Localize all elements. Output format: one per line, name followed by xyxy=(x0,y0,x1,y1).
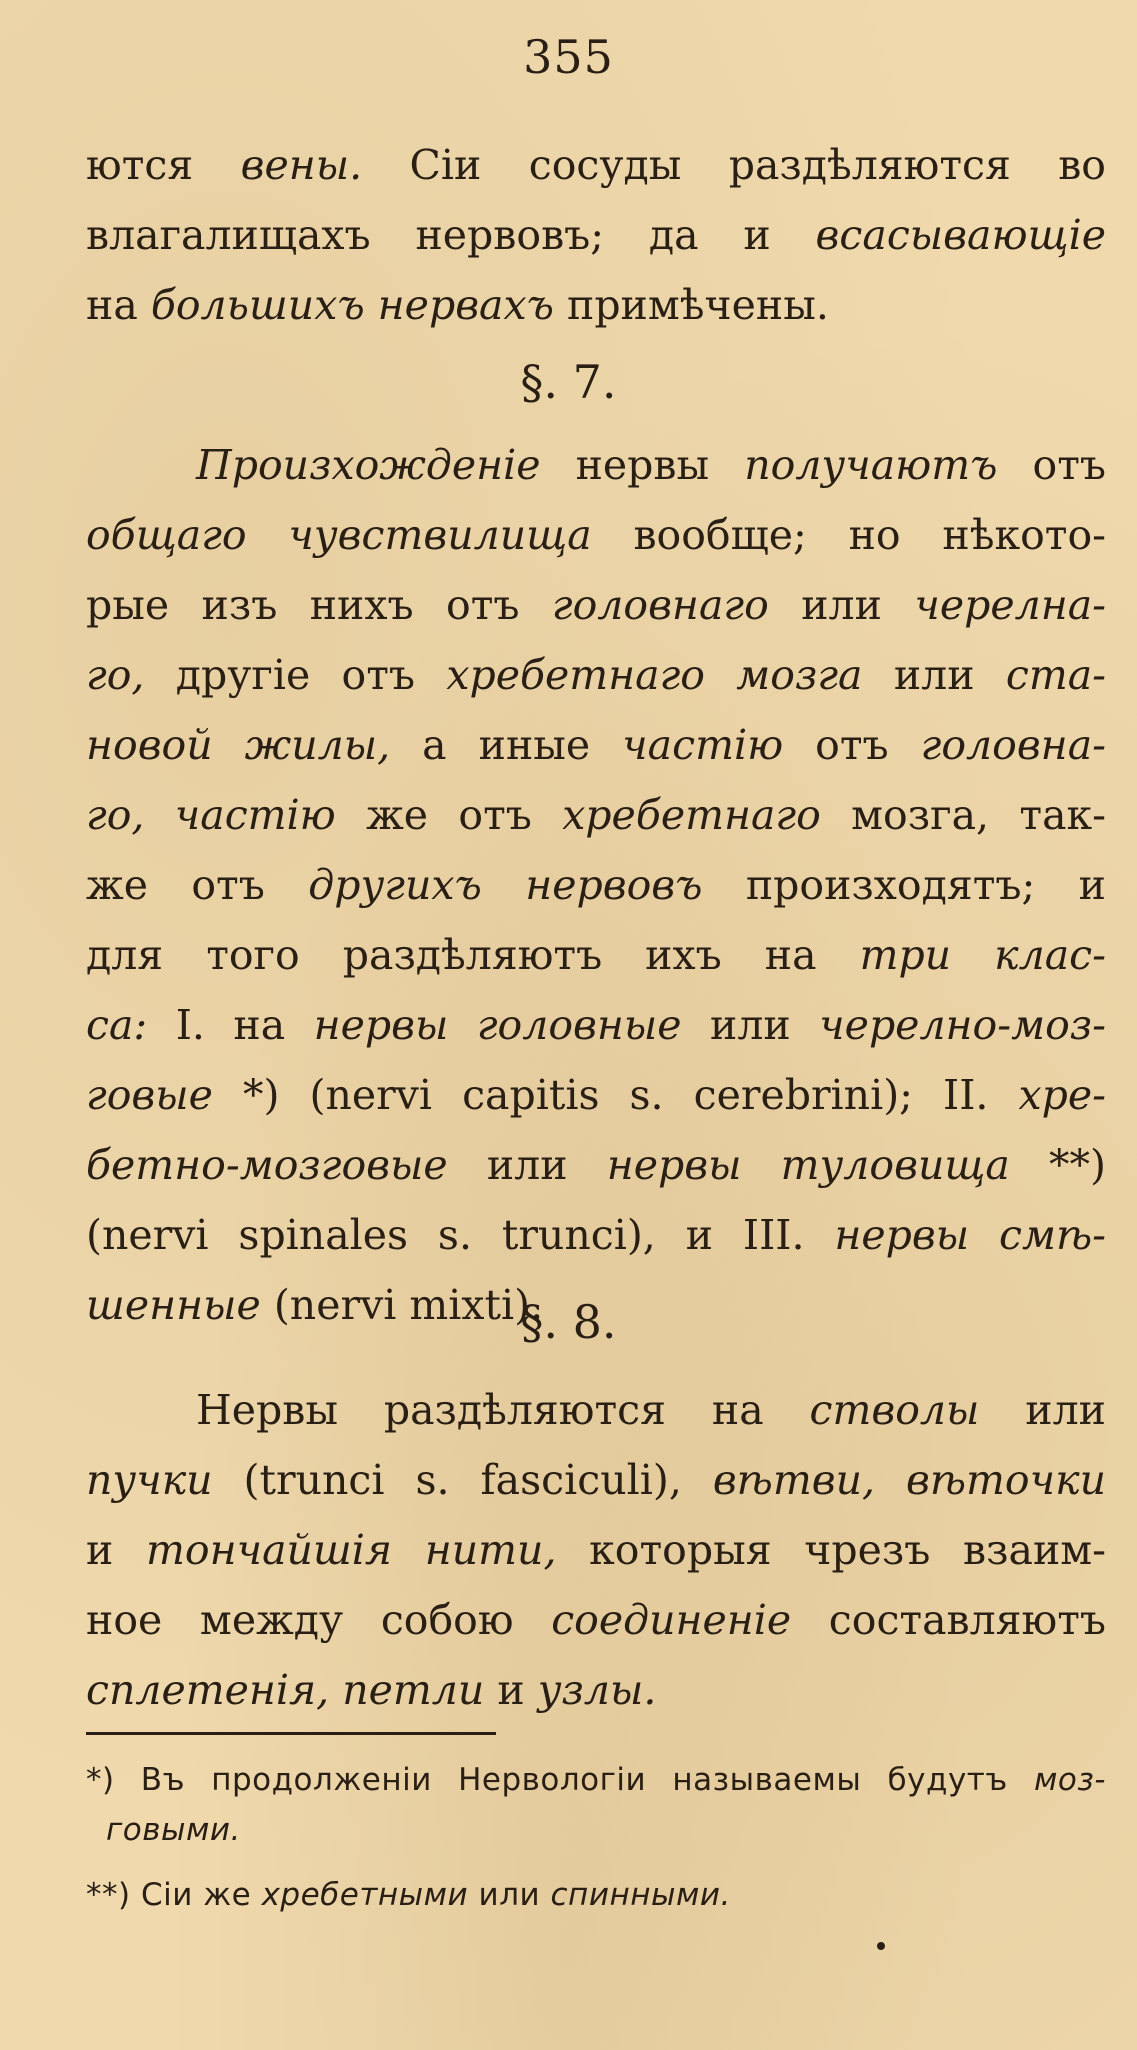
italic-run: вѣтви, вѣточки xyxy=(712,1456,1106,1504)
italic-run: тончайшiя нити, xyxy=(146,1526,557,1574)
italic-run: всасывающiе xyxy=(815,211,1106,259)
italic-run: моз- xyxy=(1033,1762,1106,1798)
footnote-line xyxy=(86,1805,1106,1855)
text-run: же отъ xyxy=(86,861,309,909)
text-run: или xyxy=(447,1141,607,1189)
text-run: или xyxy=(768,581,915,629)
text-run: I. на xyxy=(147,1001,314,1049)
italic-run: вены. xyxy=(240,141,363,189)
italic-run: ста- xyxy=(1005,651,1106,699)
text-line xyxy=(86,640,1106,710)
text-line xyxy=(86,200,1106,270)
text-line xyxy=(86,1130,1106,1200)
text-run: же отъ xyxy=(335,791,563,839)
text-run: для того раздѣляютъ ихъ на xyxy=(86,931,860,979)
text-run: (nervi mixti). xyxy=(260,1281,544,1329)
italic-run: черелна- xyxy=(914,581,1107,629)
italic-run: спинными. xyxy=(550,1877,731,1913)
text-run: примѣчены. xyxy=(553,281,829,329)
text-run: а иные xyxy=(390,721,623,769)
italic-run: соединенiе xyxy=(551,1596,792,1644)
text-run: (trunci s. fasciculi), xyxy=(212,1456,713,1504)
italic-run: головнаго xyxy=(551,581,769,629)
italic-run: бетно-мозговые xyxy=(86,1141,448,1189)
text-run: нервы xyxy=(540,441,745,489)
text-run: Нервы раздѣляются на xyxy=(196,1386,810,1434)
italic-run: петли xyxy=(342,1666,485,1714)
section-8-heading: §. 8. xyxy=(520,1295,617,1349)
text-run: или xyxy=(468,1877,551,1913)
italic-run: са: xyxy=(86,1001,148,1049)
text-line xyxy=(86,1200,1106,1270)
italic-run: три клас- xyxy=(859,931,1106,979)
page-number: 355 xyxy=(523,30,614,84)
section-8-paragraph xyxy=(86,1375,1106,1725)
text-line xyxy=(86,1585,1106,1655)
text-run: вообще; но нѣкото- xyxy=(591,511,1106,559)
italic-run: головна- xyxy=(920,721,1106,769)
italic-run: говыми. xyxy=(106,1812,241,1848)
text-line xyxy=(86,1375,1106,1445)
italic-run: нервы туловища xyxy=(606,1141,1010,1189)
text-line xyxy=(86,1655,1106,1725)
text-run: **) Сiи же xyxy=(86,1877,262,1913)
italic-run: новой жилы, xyxy=(86,721,391,769)
text-run: ное между собою xyxy=(86,1596,552,1644)
text-run: рые изъ нихъ отъ xyxy=(86,581,552,629)
text-line xyxy=(86,920,1106,990)
italic-run: говые xyxy=(86,1071,213,1119)
italic-run: стволы xyxy=(809,1386,980,1434)
footnote-2 xyxy=(86,1870,1106,1920)
italic-run: общаго чувствилища xyxy=(86,511,592,559)
text-line xyxy=(86,1445,1106,1515)
section-7-heading: §. 7. xyxy=(520,355,617,409)
text-run: *) (nervi capitis s. cerebrini); II. xyxy=(212,1071,1019,1119)
text-line xyxy=(86,710,1106,780)
text-run: *) Въ продолженiи Нервологiи называемы будутъ xyxy=(86,1762,1034,1798)
text-run: и xyxy=(484,1666,538,1714)
text-run: или xyxy=(681,1001,820,1049)
italic-run: сплетенiя, xyxy=(86,1666,330,1714)
text-run: или xyxy=(979,1386,1107,1434)
text-line xyxy=(86,1515,1106,1585)
footnote-rule xyxy=(86,1732,496,1735)
text-run: или xyxy=(862,651,1006,699)
text-run: на xyxy=(86,281,151,329)
italic-run: нервы головные xyxy=(313,1001,682,1049)
italic-run: узлы. xyxy=(537,1666,657,1714)
italic-run: большихъ нервахъ xyxy=(150,281,554,329)
italic-run: шенные xyxy=(86,1281,261,1329)
text-run: отъ xyxy=(783,721,921,769)
top-paragraph xyxy=(86,130,1106,340)
text-line xyxy=(86,780,1106,850)
footnote-line xyxy=(86,1755,1106,1805)
text-line xyxy=(86,430,1106,500)
text-run: Сiи сосуды раздѣляются во xyxy=(362,141,1106,189)
text-run: ются xyxy=(86,141,241,189)
footnote-line xyxy=(86,1870,1106,1920)
text-run: мозга, так- xyxy=(820,791,1106,839)
text-run: влагалищахъ нервовъ; да и xyxy=(86,211,816,259)
italic-run: хребетнаго xyxy=(562,791,821,839)
text-line xyxy=(86,270,1106,340)
text-run xyxy=(329,1666,342,1714)
italic-run: пучки xyxy=(86,1456,213,1504)
italic-run: другихъ нервовъ xyxy=(308,861,703,909)
ink-speck xyxy=(877,1942,885,1950)
text-run: отъ xyxy=(997,441,1107,489)
text-line xyxy=(86,990,1106,1060)
text-line xyxy=(86,500,1106,570)
text-line xyxy=(86,850,1106,920)
section-7-paragraph xyxy=(86,430,1106,1340)
italic-run: частiю xyxy=(622,721,784,769)
text-run: (nervi spinales s. trunci), и III. xyxy=(86,1211,835,1259)
italic-run: получаютъ xyxy=(744,441,998,489)
italic-run: го, xyxy=(86,651,145,699)
text-run: другiе отъ xyxy=(144,651,447,699)
italic-run: хребетнаго мозга xyxy=(446,651,863,699)
text-run: составляютъ xyxy=(791,1596,1106,1644)
italic-run: черелно-моз- xyxy=(819,1001,1106,1049)
text-line xyxy=(86,570,1106,640)
italic-run: го, частiю xyxy=(86,791,336,839)
text-line xyxy=(86,1060,1106,1130)
footnote-1 xyxy=(86,1755,1106,1855)
text-run: произходятъ; и xyxy=(702,861,1107,909)
italic-run: хребетными xyxy=(261,1877,469,1913)
text-run: и xyxy=(86,1526,147,1574)
text-run: **) xyxy=(1009,1141,1106,1189)
text-line xyxy=(86,130,1106,200)
text-run: которыя чрезъ взаим- xyxy=(556,1526,1107,1574)
italic-run: хре- xyxy=(1018,1071,1106,1119)
italic-run: нервы смѣ- xyxy=(834,1211,1106,1259)
italic-run: Произхожденiе xyxy=(196,441,541,489)
